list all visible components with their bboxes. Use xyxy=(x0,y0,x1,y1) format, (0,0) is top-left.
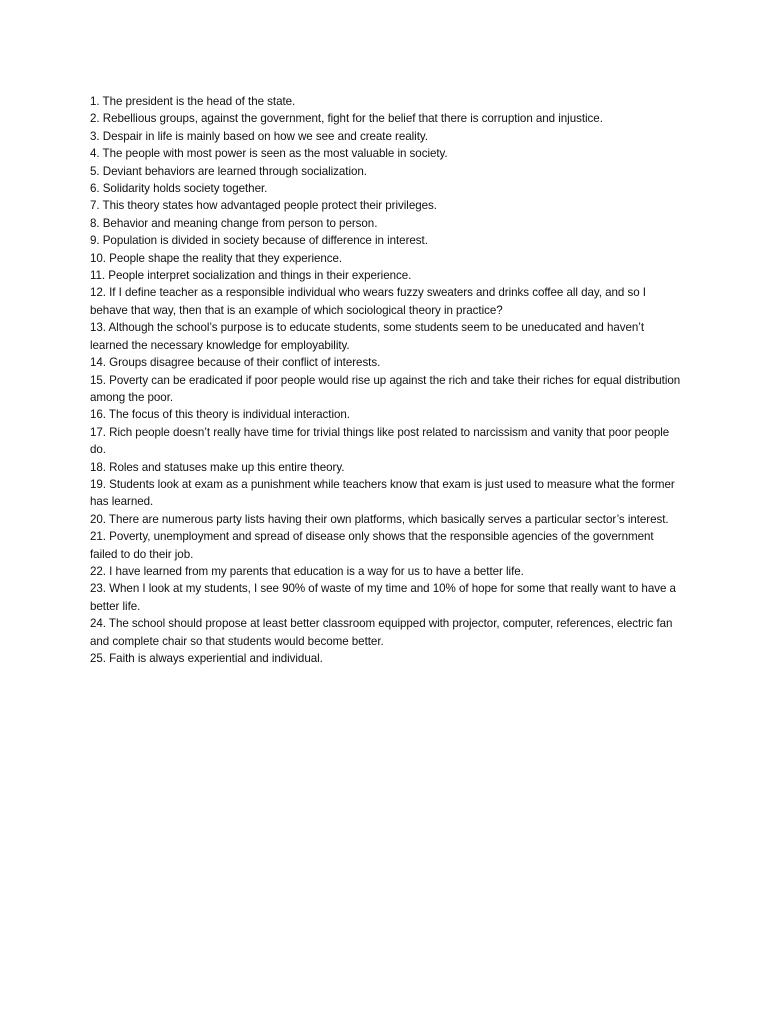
question-item-8: 8. Behavior and meaning change from person to person. xyxy=(90,216,378,230)
question-list xyxy=(90,93,682,667)
question-item-17: 17. Rich people doesn’t really have time for trivial things like post related to narcissism and vanity that poor people do. xyxy=(90,425,670,457)
question-item-3: 3. Despair in life is mainly based on how we see and create reality. xyxy=(90,129,428,143)
question-item-19: 19. Students look at exam as a punishment while teachers know that exam is just used to measure what the former has learned. xyxy=(90,477,675,509)
question-item-13: 13. Although the school’s purpose is to educate students, some students seem to be uneducated and haven’t learned the necessary knowledge for employability. xyxy=(90,321,644,352)
question-item-4: 4. The people with most power is seen as the most valuable in society. xyxy=(90,147,448,161)
question-item-6: 6. Solidarity holds society together. xyxy=(90,182,268,196)
question-item-9: 9. Population is divided in society because of difference in interest. xyxy=(90,234,428,248)
question-item-25: 25. Faith is always experiential and individual. xyxy=(90,652,323,665)
question-item-21: 21. Poverty, unemployment and spread of disease only shows that the responsible agencies of the government failed to do their job. xyxy=(90,530,654,561)
question-item-15: 15. Poverty can be eradicated if poor people would rise up against the rich and take their riches for equal distribution among the poor. xyxy=(90,373,681,404)
question-item-23: 23. When I look at my students, I see 90% of waste of my time and 10% of hope for some that really want to have a better life. xyxy=(90,582,676,613)
question-item-24: 24. The school should propose at least better classroom equipped with projector, computer, references, electric fan and complete chair so that students would become better. xyxy=(90,617,673,648)
question-item-10: 10. People shape the reality that they experience. xyxy=(90,251,343,265)
question-item-11: 11. People interpret socialization and things in their experience. xyxy=(90,269,412,283)
question-item-16: 16. The focus of this theory is individual interaction. xyxy=(90,408,350,422)
question-item-5: 5. Deviant behaviors are learned through socialization. xyxy=(90,164,367,178)
question-item-22: 22. I have learned from my parents that education is a way for us to have a better life. xyxy=(90,564,524,578)
question-item-14: 14. Groups disagree because of their conflict of interests. xyxy=(90,356,381,370)
question-item-18: 18. Roles and statuses make up this entire theory. xyxy=(90,460,345,474)
question-item-1: 1. The president is the head of the state. xyxy=(90,95,296,108)
question-item-2: 2. Rebellious groups, against the government, fight for the belief that there is corruption and injustice. xyxy=(90,112,603,126)
question-item-12: 12. If I define teacher as a responsible individual who wears fuzzy sweaters and drinks coffee all day, and so I behave that way, then that is an example of which sociological theory in practice? xyxy=(90,286,646,317)
question-item-7: 7. This theory states how advantaged people protect their privileges. xyxy=(90,199,437,213)
question-item-20: 20. There are numerous party lists having their own platforms, which basically serves a particular sector’s interest. xyxy=(90,512,669,526)
